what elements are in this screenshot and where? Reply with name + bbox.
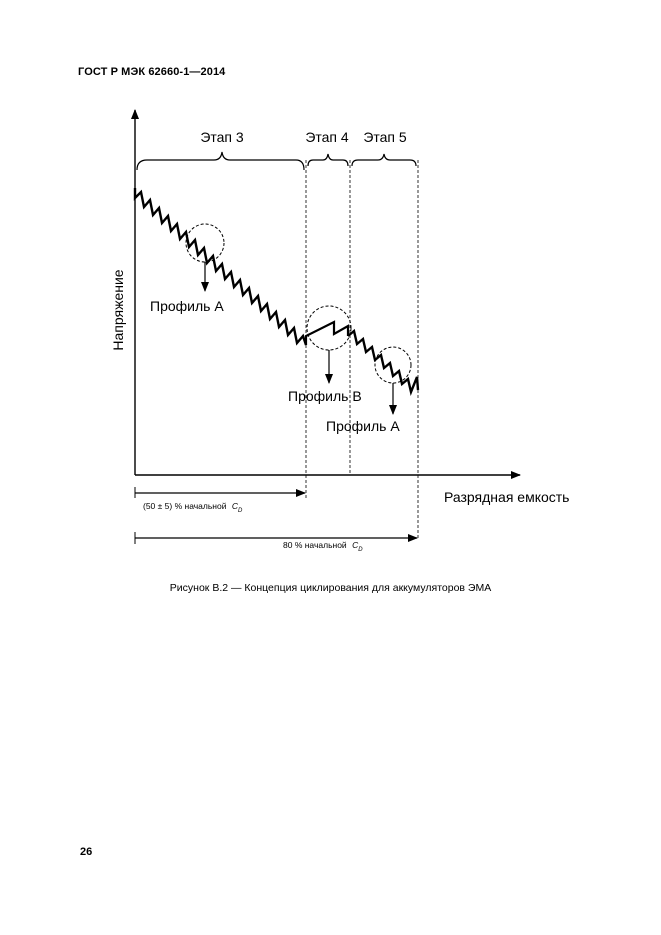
profile-a-label-1: Профиль А	[150, 298, 224, 314]
stage-5-label: Этап 5	[363, 129, 407, 145]
x-axis-label: Разрядная емкость	[444, 489, 570, 505]
stage-5-voltage-curve	[348, 331, 418, 392]
figure-caption: Рисунок В.2 — Концепция циклирования для аккумуляторов ЭМА	[169, 582, 492, 594]
profile-a-label-2: Профиль А	[326, 418, 400, 434]
document-header: ГОСТ Р МЭК 62660-1—2014	[78, 66, 226, 78]
range-80-capacity-subscript: D	[358, 547, 363, 553]
y-axis-label: Напряжение	[110, 269, 126, 351]
page-number: 26	[80, 846, 93, 858]
stage-4-voltage-curve	[306, 322, 348, 345]
range-80-text: 80 % начальной	[283, 540, 347, 550]
profile-a-circle-2	[375, 347, 411, 383]
brace-stage-4	[308, 154, 348, 166]
profile-b-label: Профиль В	[288, 388, 362, 404]
range-50-label	[143, 501, 243, 514]
brace-stage-3	[137, 152, 304, 170]
range-50-capacity-subscript: D	[237, 508, 243, 514]
range-80-label	[283, 540, 363, 553]
stage-3-voltage-curve	[135, 188, 306, 345]
range-50-text: (50 ± 5) % начальной	[143, 501, 227, 511]
stage-3-label: Этап 3	[200, 129, 244, 145]
range-50-capacity-symbol: C	[231, 501, 238, 511]
stage-4-label: Этап 4	[305, 129, 349, 145]
range-80-capacity-symbol: C	[352, 540, 359, 550]
brace-stage-5	[352, 154, 416, 166]
